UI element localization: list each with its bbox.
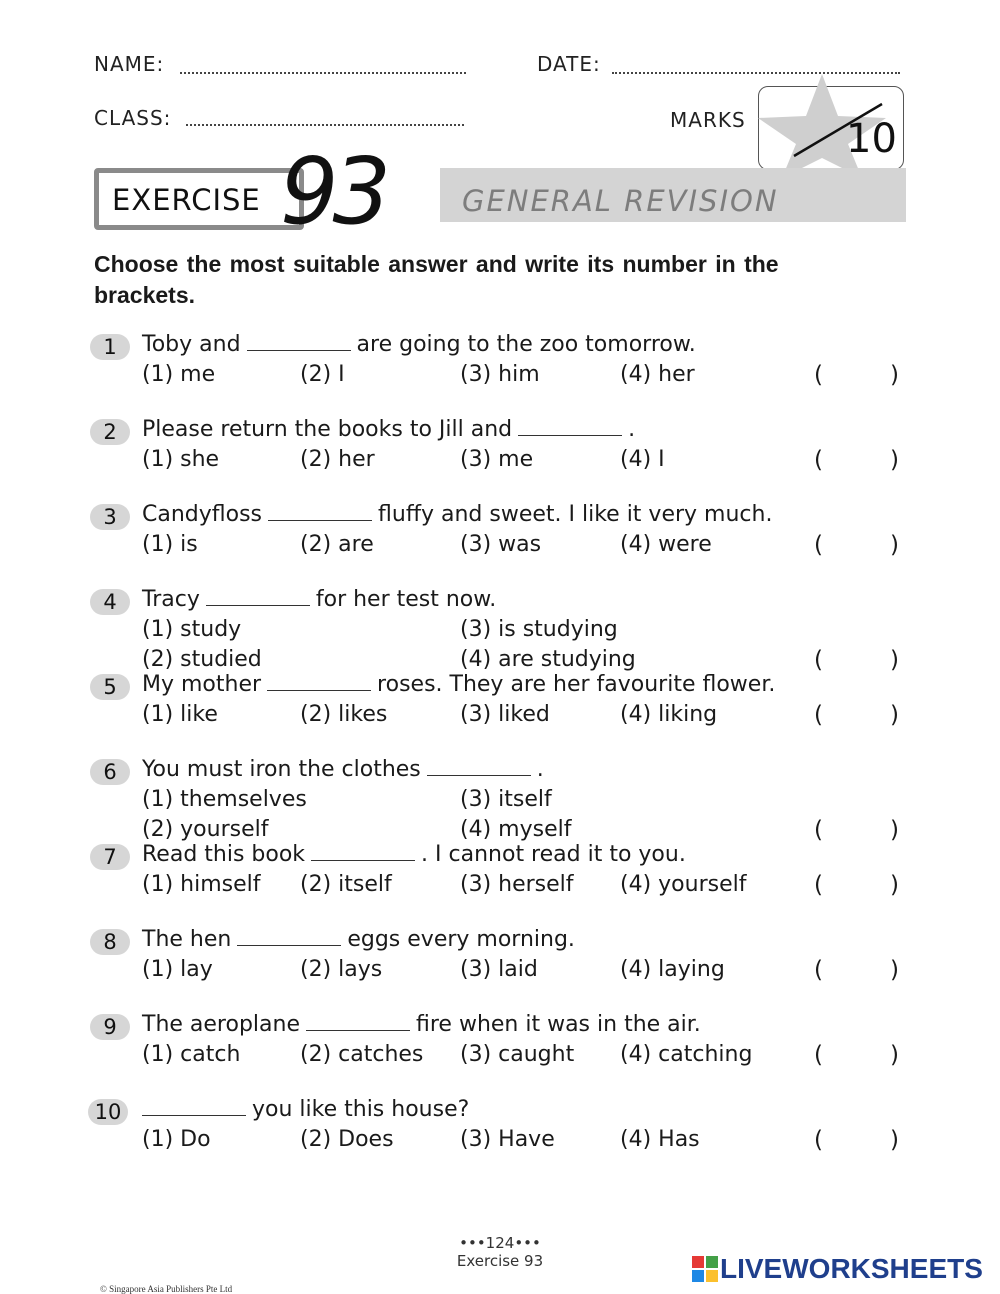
answer-option: (3) me [460, 447, 534, 472]
question-text-after: eggs every morning. [347, 927, 575, 952]
answer-option: (1) themselves [142, 787, 307, 812]
question-text-after: you like this house? [252, 1097, 470, 1122]
answer-blank [268, 504, 372, 521]
answer-blank [267, 674, 371, 691]
question-text [142, 672, 775, 697]
answer-option: (1) she [142, 447, 220, 472]
question-number: 6 [90, 759, 130, 785]
answer-blank [247, 334, 351, 351]
question-number: 9 [90, 1014, 130, 1040]
answer-option: (2) Does [300, 1127, 394, 1152]
question-text-after: for her test now. [315, 587, 497, 612]
answer-field[interactable] [832, 449, 888, 475]
answer-bracket-close: ) [890, 362, 899, 388]
answer-option: (1) like [142, 702, 218, 727]
question-text [142, 417, 635, 442]
question-text-before: Toby and [142, 332, 241, 357]
answer-bracket-open: ( [814, 647, 823, 673]
date-label: DATE: [537, 52, 601, 76]
answer-option: (1) study [142, 617, 242, 642]
question-text-after: fire when it was in the air. [416, 1012, 701, 1037]
answer-blank [311, 844, 415, 861]
answer-option: (1) himself [142, 872, 261, 897]
exercise-label: EXERCISE [112, 183, 261, 217]
answer-field[interactable] [832, 534, 888, 560]
question-number: 10 [88, 1099, 128, 1125]
answer-option: (3) herself [460, 872, 574, 897]
question-number: 1 [90, 334, 130, 360]
answer-option: (4) were [620, 532, 712, 557]
answer-option: (2) itself [300, 872, 392, 897]
answer-option: (4) myself [460, 817, 572, 842]
answer-field[interactable] [832, 874, 888, 900]
question-text-after: . I cannot read it to you. [421, 842, 686, 867]
answer-option: (1) is [142, 532, 198, 557]
answer-option: (4) catching [620, 1042, 753, 1067]
answer-option: (3) is studying [460, 617, 618, 642]
name-field[interactable] [180, 72, 466, 74]
answer-field[interactable] [832, 1129, 888, 1155]
answer-bracket-close: ) [890, 817, 899, 843]
answer-bracket-close: ) [890, 647, 899, 673]
answer-option: (2) her [300, 447, 375, 472]
answer-bracket-open: ( [814, 817, 823, 843]
answer-blank [237, 929, 341, 946]
question-text-after: . [536, 757, 544, 782]
answer-blank [427, 759, 531, 776]
question-number: 2 [90, 419, 130, 445]
question-text-before: My mother [142, 672, 262, 697]
answer-field[interactable] [832, 704, 888, 730]
answer-bracket-close: ) [890, 447, 899, 473]
answer-bracket-open: ( [814, 532, 823, 558]
question-text-after: roses. They are her favourite flower. [377, 672, 776, 697]
answer-bracket-close: ) [890, 872, 899, 898]
answer-bracket-open: ( [814, 702, 823, 728]
answer-blank [306, 1014, 410, 1031]
question-text-before: Read this book [142, 842, 306, 867]
answer-option: (4) I [620, 447, 665, 472]
question-text [142, 842, 686, 867]
question-text-before: The aeroplane [142, 1012, 300, 1037]
answer-bracket-open: ( [814, 1042, 823, 1068]
question-text [142, 332, 696, 357]
answer-option: (1) Do [142, 1127, 211, 1152]
page-caption: Exercise 93 [456, 1252, 544, 1270]
answer-option: (4) her [620, 362, 695, 387]
answer-bracket-open: ( [814, 872, 823, 898]
name-label: NAME: [94, 52, 165, 76]
liveworksheets-logo-icon [692, 1256, 718, 1282]
page-number: •••124••• [459, 1234, 541, 1252]
question-number: 4 [90, 589, 130, 615]
topic-title: GENERAL REVISION [462, 184, 779, 218]
instruction-line-1: Choose the most suitable answer and write its number in the [94, 251, 779, 277]
answer-bracket-close: ) [890, 1127, 899, 1153]
question-text-before: You must iron the clothes [142, 757, 421, 782]
answer-field[interactable] [832, 1044, 888, 1070]
question-text [142, 927, 575, 952]
marks-total: 10 [846, 116, 897, 162]
answer-field[interactable] [832, 819, 888, 845]
answer-option: (2) likes [300, 702, 388, 727]
answer-blank [206, 589, 310, 606]
question-number: 5 [90, 674, 130, 700]
question-number: 7 [90, 844, 130, 870]
answer-bracket-open: ( [814, 957, 823, 983]
answer-option: (2) catches [300, 1042, 424, 1067]
question-number: 3 [90, 504, 130, 530]
answer-option: (4) liking [620, 702, 718, 727]
question-text [142, 1012, 701, 1037]
question-text [142, 587, 496, 612]
liveworksheets-logo: LIVEWORKSHEETS [720, 1253, 983, 1284]
marks-label: MARKS [670, 108, 746, 132]
answer-bracket-open: ( [814, 447, 823, 473]
question-text [142, 757, 544, 782]
answer-option: (3) caught [460, 1042, 575, 1067]
answer-option: (2) are [300, 532, 374, 557]
answer-option: (2) I [300, 362, 345, 387]
instruction-line-2: brackets. [94, 282, 196, 308]
answer-bracket-open: ( [814, 362, 823, 388]
copyright: © Singapore Asia Publishers Pte Ltd [100, 1284, 233, 1294]
question-text-after: are going to the zoo tomorrow. [356, 332, 696, 357]
question-text [142, 502, 772, 527]
question-text-before: Candyfloss [142, 502, 263, 527]
answer-option: (4) are studying [460, 647, 636, 672]
answer-option: (3) liked [460, 702, 550, 727]
answer-option: (3) him [460, 362, 540, 387]
answer-bracket-open: ( [814, 1127, 823, 1153]
answer-option: (3) itself [460, 787, 552, 812]
answer-field[interactable] [832, 959, 888, 985]
question-text-before: Please return the books to Jill and [142, 417, 513, 442]
answer-option: (3) Have [460, 1127, 555, 1152]
answer-option: (3) laid [460, 957, 538, 982]
answer-bracket-close: ) [890, 957, 899, 983]
answer-field[interactable] [832, 649, 888, 675]
class-field[interactable] [186, 124, 464, 126]
question-text [142, 1097, 469, 1122]
answer-blank [142, 1099, 246, 1116]
answer-option: (2) yourself [142, 817, 269, 842]
answer-option: (4) Has [620, 1127, 700, 1152]
question-text-before: Tracy [142, 587, 200, 612]
answer-blank [518, 419, 622, 436]
answer-bracket-close: ) [890, 532, 899, 558]
answer-bracket-close: ) [890, 702, 899, 728]
question-text-after: . [628, 417, 636, 442]
exercise-number: 93 [280, 138, 386, 245]
answer-option: (3) was [460, 532, 542, 557]
answer-option: (4) yourself [620, 872, 747, 897]
question-text-after: fluffy and sweet. I like it very much. [378, 502, 773, 527]
question-text-before: The hen [142, 927, 232, 952]
answer-option: (1) catch [142, 1042, 241, 1067]
answer-option: (2) studied [142, 647, 262, 672]
answer-option: (2) lays [300, 957, 383, 982]
answer-bracket-close: ) [890, 1042, 899, 1068]
class-label: CLASS: [94, 106, 172, 130]
answer-option: (1) me [142, 362, 216, 387]
question-number: 8 [90, 929, 130, 955]
answer-option: (4) laying [620, 957, 725, 982]
answer-option: (1) lay [142, 957, 213, 982]
answer-field[interactable] [832, 364, 888, 390]
